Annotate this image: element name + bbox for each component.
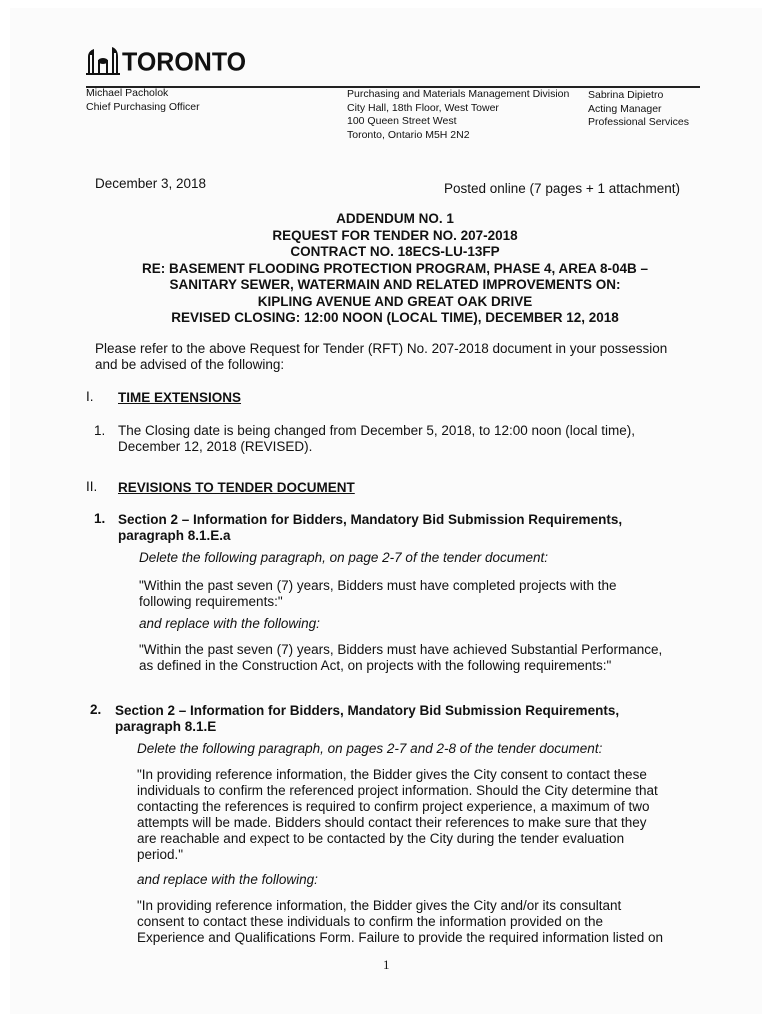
posted-note: Posted online (7 pages + 1 attachment)	[444, 181, 681, 196]
item-line: The Closing date is being changed from December 5, 2018, to 12:00 noon (local time),	[118, 423, 636, 438]
old-text-line: individuals to confirm the referenced project information. Should the City determine that	[137, 783, 658, 798]
revision-title-line: Section 2 – Information for Bidders, Mandatory Bid Submission Requirements,	[118, 512, 623, 527]
header-left-line: Michael Pacholok	[86, 87, 169, 99]
revision-2-title	[115, 703, 705, 735]
revision-1-new-text	[139, 642, 709, 674]
revision-2-replace-note: and replace with the following:	[137, 872, 318, 887]
new-text-line: "Within the past seven (7) years, Bidders must have achieved Substantial Performance,	[139, 642, 663, 657]
old-text-line: "Within the past seven (7) years, Bidders must have completed projects with the	[139, 578, 617, 593]
revision-1-old-text	[139, 578, 699, 610]
old-text-line: attempts will be made. Bidders should contact their references to make sure that they	[137, 815, 647, 830]
header-right-line: Acting Manager	[588, 102, 662, 115]
revision-1-replace-note: and replace with the following:	[139, 616, 320, 631]
old-text-line: period."	[137, 847, 184, 862]
header-right-line: Sabrina Dipietro	[588, 89, 664, 101]
old-text-line: "In providing reference information, the Bidder gives the City consent to contact these	[137, 767, 647, 782]
header-middle-line: Toronto, Ontario M5H 2N2	[347, 128, 470, 141]
header-left	[86, 87, 200, 114]
document-page	[10, 8, 762, 1014]
revision-1-delete-note: Delete the following paragraph, on page 2-7 of the tender document:	[139, 550, 549, 565]
section-1-number: I.	[86, 389, 94, 404]
toronto-logo	[86, 45, 246, 75]
item-line: December 12, 2018 (REVISED).	[118, 439, 313, 454]
section-1-title: TIME EXTENSIONS	[118, 390, 242, 405]
intro-line: and be advised of the following:	[95, 357, 285, 372]
title-line: REVISED CLOSING: 12:00 NOON (LOCAL TIME), DECEMBER 12, 2018	[171, 310, 619, 325]
section-2-title: REVISIONS TO TENDER DOCUMENT	[118, 480, 355, 495]
revision-1-title	[118, 512, 708, 544]
title-line: CONTRACT NO. 18ECS-LU-13FP	[290, 244, 500, 259]
revision-1-number: 1.	[94, 511, 106, 526]
intro-line: Please refer to the above Request for Tender (RFT) No. 207-2018 document in your possession	[95, 341, 668, 356]
title-line: ADDENDUM NO. 1	[336, 211, 454, 226]
revision-title-line: paragraph 8.1.E.a	[118, 528, 231, 543]
header-middle-line: Purchasing and Materials Management Division	[347, 88, 570, 100]
document-date: December 3, 2018	[95, 176, 207, 191]
revision-2-number: 2.	[90, 702, 102, 717]
new-text-line: consent to contact these individuals to confirm the information provided on the	[137, 914, 604, 929]
header-left-line: Chief Purchasing Officer	[86, 100, 200, 113]
title-line: KIPLING AVENUE AND GREAT OAK DRIVE	[257, 293, 533, 309]
header-middle	[347, 88, 569, 142]
city-hall-logo-icon	[86, 45, 120, 75]
title-line: SANITARY SEWER, WATERMAIN AND RELATED IMPROVEMENTS ON:	[169, 277, 621, 292]
old-text-line: following requirements:"	[139, 594, 283, 609]
header-middle-line: 100 Queen Street West	[347, 115, 457, 127]
intro-paragraph	[95, 341, 695, 373]
revision-2-new-text	[137, 898, 707, 946]
old-text-line: contacting the references is required to confirm project experience, a maximum of two	[137, 799, 650, 814]
logo-wordmark: TORONTO	[122, 47, 247, 77]
revision-title-line: Section 2 – Information for Bidders, Mandatory Bid Submission Requirements,	[115, 703, 620, 718]
header-middle-line: City Hall, 18th Floor, West Tower	[347, 101, 499, 114]
title-line: RE: BASEMENT FLOODING PROTECTION PROGRAM, PHASE 4, AREA 8-04B –	[141, 260, 649, 276]
new-text-line: "In providing reference information, the Bidder gives the City and/or its consultant	[137, 898, 622, 913]
revision-2-old-text	[137, 767, 707, 863]
revision-title-line: paragraph 8.1.E	[115, 719, 217, 734]
revision-2-delete-note: Delete the following paragraph, on pages 2-7 and 2-8 of the tender document:	[137, 741, 603, 756]
title-line: REQUEST FOR TENDER NO. 207-2018	[272, 227, 518, 243]
new-text-line: as defined in the Construction Act, on projects with the following requirements:"	[139, 658, 612, 673]
addendum-title	[100, 211, 690, 327]
section-1-item-text	[118, 423, 698, 455]
new-text-line: Experience and Qualifications Form. Failure to provide the required information listed on	[137, 930, 664, 945]
section-1-item-number: 1.	[94, 423, 106, 438]
old-text-line: are reachable and expect to be contacted by the City during the tender evaluation	[137, 831, 625, 846]
section-2-number: II.	[86, 479, 98, 494]
header-right	[588, 89, 689, 130]
header-right-line: Professional Services	[588, 116, 689, 128]
page-number: 1	[383, 957, 390, 972]
